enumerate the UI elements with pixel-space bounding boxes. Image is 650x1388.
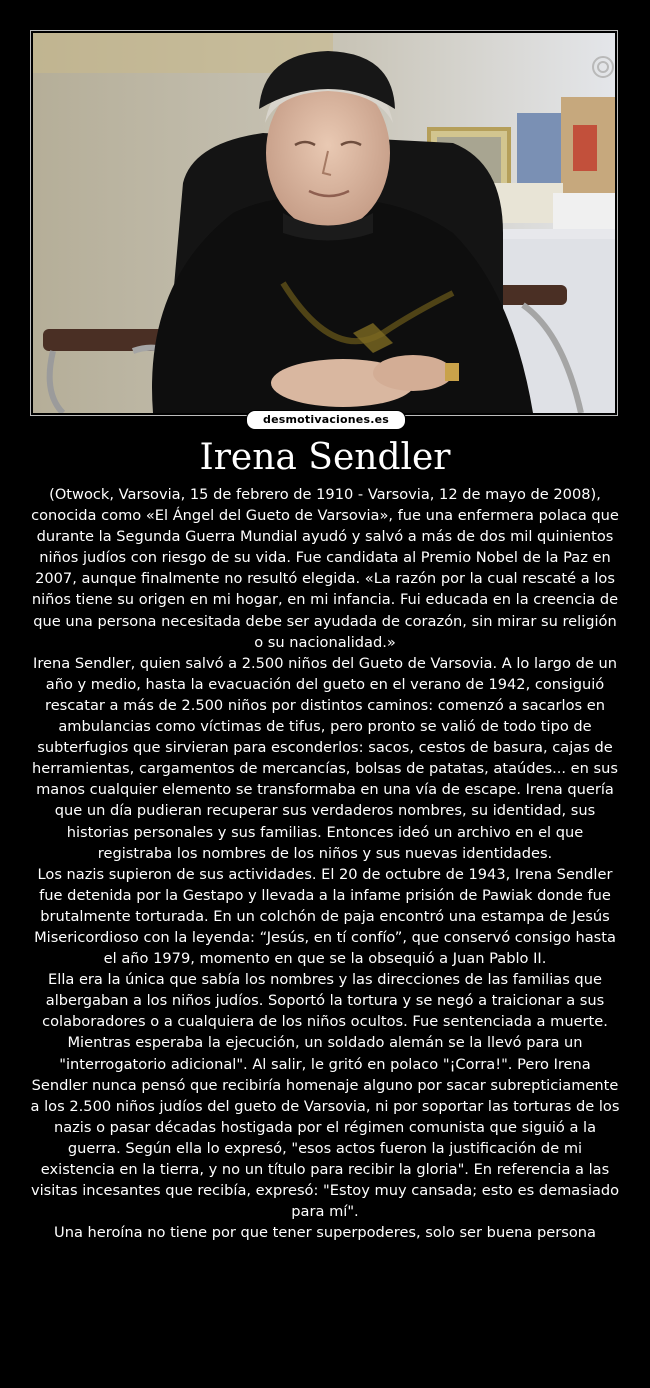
paragraph-arrest: Los nazis supieron de sus actividades. El 20 de octubre de 1943, Irena Sendler fue detenida por la Gestapo y llevada a la infame prisión de Pawiak donde fue brutalmente torturada. En un colchón de paja encontró una estampa de Jesús Misericordioso con la leyenda: “Jesús, en tí confío”, que conservó consigo hasta el año 1979, momento en que se la obsequió a Juan Pablo II. [34, 865, 616, 968]
paragraph-closing: Una heroína no tiene por que tener superpoderes, solo ser buena persona [54, 1224, 596, 1242]
description-text [30, 484, 620, 1243]
paragraph-intro: (Otwock, Varsovia, 15 de febrero de 1910 - Varsovia, 12 de mayo de 2008), conocida como «El Ángel del Gueto de Varsovia», fue una enfermera polaca que durante la Segunda Guerra Mundial ayudó y salvó a más de dos mil quinientos niños judíos con riesgo de su vida. Fue candidata al Premio Nobel de la Paz en 2007, aunque finalmente no resultó elegida. «La razón por la cual rescaté a los niños tiene su origen en mi hogar, en mi infancia. Fui educada en la creencia de que una persona necesitada debe ser ayudada de corazón, sin mirar su religión o su nacionalidad.» [31, 486, 619, 651]
portrait-illustration [33, 33, 615, 413]
portrait-photo [33, 33, 615, 413]
page-title: Irena Sendler [199, 437, 451, 478]
photo-frame [30, 30, 618, 416]
paragraph-torture: Ella era la única que sabía los nombres y las direcciones de las familias que albergaban a los niños judíos. Soportó la tortura y se negó a traicionar a sus colaboradores o a cualquiera de los niños ocultos. Fue sentenciada a muerte. Mientras esperaba la ejecución, un soldado alemán se la llevó para un "interrogatorio adicional". Al salir, le gritó en polaco "¡Corra!". Pero Irena Sendler nunca pensó que recibiría homenaje alguno por sacar subrepticiamente a los 2.500 niños judíos del gueto de Varsovia, ni por soportar las torturas de los nazis o pasar décadas hostigada por el régimen comunista que siguió a la guerra. Según ella lo expresó, "esos actos fueron la justificación de mi existencia en la tierra, y no un título para recibir la gloria". En referencia a las visitas incesantes que recibía, expresó: "Estoy muy cansada; esto es demasiado para mí". [30, 971, 620, 1221]
site-watermark[interactable]: desmotivaciones.es [246, 410, 406, 430]
paragraph-rescue: Irena Sendler, quien salvó a 2.500 niños del Gueto de Varsovia. A lo largo de un año y medio, hasta la evacuación del gueto en el verano de 1942, consiguió rescatar a más de 2.500 niños por distintos caminos: comenzó a sacarlos en ambulancias como víctimas de tifus, pero pronto se valió de todo tipo de subterfugios que sirvieran para esconderlos: sacos, cestos de basura, cajas de herramientas, cargamentos de mercancías, bolsas de patatas, ataúdes... en sus manos cualquier elemento se transformaba en una vía de escape. Irena quería que un día pudieran recuperar sus verdaderos nombres, su identidad, sus historias personales y sus familias. Entonces ideó un archivo en el que registraba los nombres de los niños y sus nuevas identidades. [31, 654, 618, 862]
